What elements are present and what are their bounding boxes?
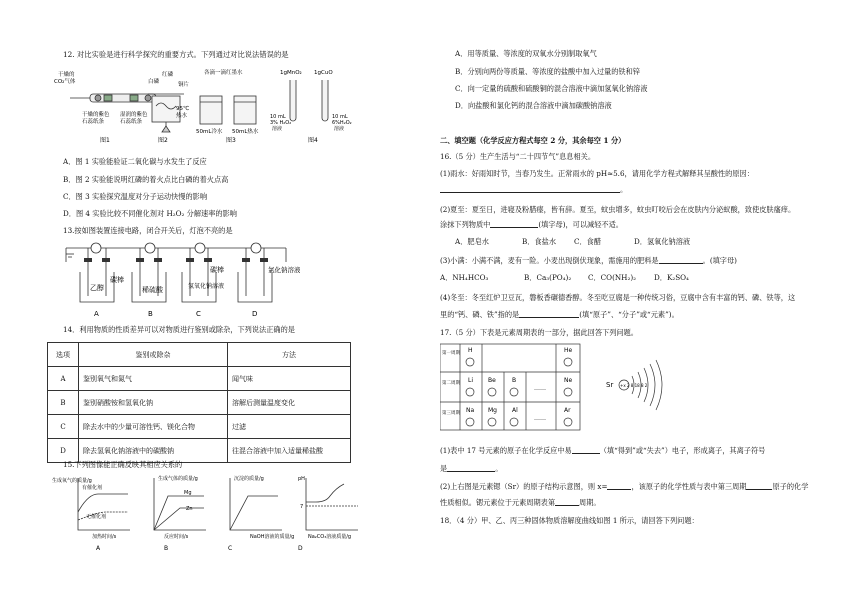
fig2-name: 图2 [158, 137, 168, 144]
q16-p2-option-d: D．氢氧化钠溶液 [634, 237, 691, 246]
graph-c-ylabel: 沉淀的质量/g [234, 476, 264, 482]
q17-stem: 17.（5 分）下表是元素周期表的一部分，据此回答下列问题。 [440, 328, 638, 337]
graph-d-letter: D [298, 545, 303, 552]
q18-stem: 18．（4 分）甲、乙、丙三种固体物质溶解度曲线如图 1 所示，请回答下列问题： [440, 516, 699, 525]
q16-p3-option-c: C．CO(NH₂)₂ [588, 273, 637, 282]
fig4-label-3: 10 mL [270, 114, 286, 120]
q13-liquid-c: 氢氧化钠溶液 [188, 283, 225, 290]
fig2-label-2: 红磷 [162, 72, 174, 78]
element-b: B [512, 377, 517, 384]
q12-option-c: C．图 3 实验探究温度对分子运动快慢的影响 [63, 192, 208, 201]
q16-blank-1: 。 [440, 185, 627, 193]
q16-part-1: (1)雨水：好雨知时节，当春乃发生。正常雨水的 pH≈5.6，请用化学方程式解释其呈酸性的原因： [440, 169, 754, 178]
q13-rod-b: 碳棒 [110, 276, 124, 284]
fig1-label-6: 石蕊纸条 [120, 119, 143, 125]
period-2: 第二周期 [442, 381, 460, 386]
fig3-label-1: 各滴一滴红墨水 [204, 70, 243, 76]
section-2-heading: 二、填空题（化学反应方程式每空 2 分，其余每空 1 分） [440, 136, 626, 145]
graph-a-curve-1: 有催化剂 [82, 485, 103, 491]
sr-label: Sr [606, 381, 614, 389]
fig4-label-2: 1gCuO [314, 70, 333, 76]
fig4-label-8: 溶液 [334, 126, 345, 132]
fig4-label-1: 1gMnO₂ [280, 70, 302, 76]
q17-periodic-table [440, 342, 680, 434]
graph-c-xlabel: NaOH溶液的质量/g [250, 534, 295, 540]
graph-b-curve-1: Mg [184, 490, 192, 496]
table-dots-1: …… [534, 385, 546, 392]
element-li: Li [468, 377, 474, 384]
graph-a-ylabel: 生成氧气的质量/g [52, 478, 92, 484]
q16-part-3: (3)小满：小满不满，麦有一险。小麦出现倒伏现象，需施用的肥料是 。(填字母) [440, 255, 737, 265]
period-3: 第三周期 [442, 411, 460, 416]
q16-part-2: (2)夏至：夏至日，进寝及粉腊瘗，皆有辞。夏至，蚊虫增多，蚊虫叮咬后会在皮肤内分泌蚁酸，致使皮肤瘙痒。 [440, 205, 796, 214]
q13-stem: 13.按如图装置连接电路，闭合开关后，灯泡不亮的是 [63, 226, 233, 235]
graph-b-xlabel: 反应时间/s [164, 534, 189, 540]
q12-option-a: A．图 1 实验能验证二氧化碳与水发生了反应 [63, 157, 207, 166]
q12-option-d: D．图 4 实验比较不同催化剂对 H₂O₂ 分解速率的影响 [63, 209, 237, 218]
fig3-name: 图3 [226, 137, 236, 144]
q13-rod-c: 碳棒 [210, 266, 224, 274]
q17-part-1: (1)表中 17 号元素的原子在化学反应中易 （填“得到”或“失去”）电子，形成离子，其离子符号 [440, 445, 766, 455]
q13-letter-a: A [94, 310, 99, 318]
graph-a-xlabel: 加热时间/s [92, 534, 117, 540]
fig4-label-7: 6%H₂O₂ [332, 120, 352, 126]
q17-part-2-line2: 性质相似。锶元素位于元素周期表第 周期。 [440, 497, 601, 507]
fig3-label-2: 50mL冷水 [196, 129, 223, 135]
element-h: H [468, 347, 473, 354]
table-header: 选项 [48, 343, 79, 367]
q13-letter-c: C [196, 310, 201, 318]
fig2-label-1: 白磷 [148, 79, 160, 85]
graph-b-curve-2: Zn [186, 506, 193, 512]
right-option-c: C．向一定量的硫酸和硫酸铜的混合溶液中滴加氢氧化钠溶液 [455, 84, 648, 93]
period-1: 第一周期 [442, 351, 460, 356]
fig1-label-2: CO₂气体 [54, 79, 76, 85]
q16-p2-option-b: B．食盐水 [522, 237, 557, 246]
right-option-b: B．分别向两份等质量、等浓度的盐酸中加入过量的铁和锌 [455, 67, 640, 76]
graph-a-letter: A [96, 545, 101, 552]
table-row: D 除去氢氧化钠溶液中的碳酸钠 往混合溶液中加入适量稀盐酸 [48, 439, 351, 463]
graph-d-ylabel: pH [298, 476, 305, 482]
graph-b-letter: B [164, 545, 169, 552]
table-header-row [48, 343, 351, 367]
fig4-label-5: 溶液 [272, 126, 283, 132]
fig1-name: 图1 [100, 137, 110, 144]
q15-graphs [52, 472, 362, 552]
q17-part-2: (2)上右图是元素锶（Sr）的原子结构示意图，则 x= ，该原子的化学性质与表中第三周期 原子的化学 [440, 481, 809, 491]
graph-d-xlabel: Na₂CO₃溶液质量/g [308, 534, 352, 540]
q16-part-4: (4)冬至：冬至红炉卫豆瓦，磐板香碾德香醇。冬至吃豆腐是一种传统习俗，豆腐中含有丰富的钙、磷、铁等，这 [440, 293, 796, 302]
fig2-label-5: 热水 [176, 113, 188, 119]
element-ar: Ar [564, 407, 571, 414]
fig3-label-3: 50mL热水 [232, 129, 259, 135]
fig2-label-3: 铜片 [178, 82, 190, 88]
right-option-d: D．向盐酸和氯化钙的混合溶液中滴加碳酸钠溶液 [455, 101, 612, 110]
fig4-name: 图4 [308, 137, 318, 144]
q15-stem: 15.下列图像能正确反映其相应关系的 [63, 460, 183, 469]
element-be: Be [488, 377, 496, 384]
q14-stem: 14．利用物质的性质差异可以对物质进行鉴别或除杂，下列说法正确的是 [63, 325, 295, 334]
q16-p2-option-c: C．食醋 [574, 237, 602, 246]
q16-p3-option-a: A．NH₄HCO₃ [440, 273, 489, 282]
graph-d-curve-1: 7 [300, 504, 304, 510]
q13-letter-d: D [252, 310, 258, 318]
table-row: B 鉴别硝酸铵和氢氧化钠 溶解后测量温度变化 [48, 391, 351, 415]
graph-b-ylabel: 生成气体的质量/g [158, 476, 198, 482]
q14-table [47, 342, 351, 463]
fig4-label-6: 10 mL [332, 114, 348, 120]
graph-c-letter: C [228, 545, 233, 552]
table-dots-2: …… [534, 415, 546, 422]
q13-liquid-b: 稀硫酸 [142, 286, 163, 294]
q16-p2-option-a: A．肥皂水 [455, 237, 489, 246]
element-na: Na [466, 407, 475, 414]
q13-letter-b: B [148, 310, 153, 318]
q16-stem: 16.（5 分）生产生活与“二十四节气”息息相关。 [440, 152, 596, 161]
q16-part-2-line2: 涂抹下列物质中 (填字母)，可以减轻不适。 [440, 219, 624, 229]
q16-part-4-line2: 里的“钙、磷、铁”指的是 (填“原子”、“分子”或“元素”)。 [440, 309, 679, 319]
q17-part-1-line2: 是 。 [440, 463, 503, 473]
element-ne: Ne [564, 377, 573, 384]
fig1-label-4: 石蕊纸条 [82, 119, 105, 125]
q12-stem: 12. 对比实验是进行科学探究的重要方式。下列通过对比说法错误的是 [63, 50, 289, 59]
q16-p3-option-d: D．K₂SO₄ [654, 273, 689, 282]
right-option-a: A．用等质量、等浓度的双氧水分别制取氧气 [455, 49, 597, 58]
q12-figures [52, 66, 362, 146]
q13-liquid-d: 氯化钠溶液 [268, 266, 300, 274]
table-header: 鉴别或除杂 [79, 343, 228, 367]
table-row: C 除去水中的少量可溶性钙、镁化合物 过滤 [48, 415, 351, 439]
q16-p3-option-b: B．Ca₃(PO₄)₂ [524, 273, 572, 282]
q12-option-b: B．图 2 实验能说明红磷的着火点比白磷的着火点高 [63, 175, 229, 184]
element-mg: Mg [488, 407, 497, 414]
q13-circuit [60, 238, 300, 320]
fig1-label-5: 湿润的紫色 [120, 112, 148, 118]
element-he: He [564, 347, 573, 354]
graph-a-curve-2: 无催化剂 [86, 514, 107, 520]
fig1-label-1: 干燥的 [58, 72, 75, 78]
fig1-label-3: 干燥的紫色 [82, 112, 110, 118]
table-header: 方法 [228, 343, 351, 367]
q13-liquid-a: 乙醇 [90, 284, 104, 292]
fig2-label-4: 95℃ [176, 106, 190, 112]
element-al: Al [512, 407, 518, 414]
fig4-label-4: 3% H₂O₂ [270, 120, 292, 126]
table-row: A 鉴别氧气和氮气 闻气味 [48, 367, 351, 391]
sr-config: +x 2 8 18 8 2 [620, 383, 648, 388]
